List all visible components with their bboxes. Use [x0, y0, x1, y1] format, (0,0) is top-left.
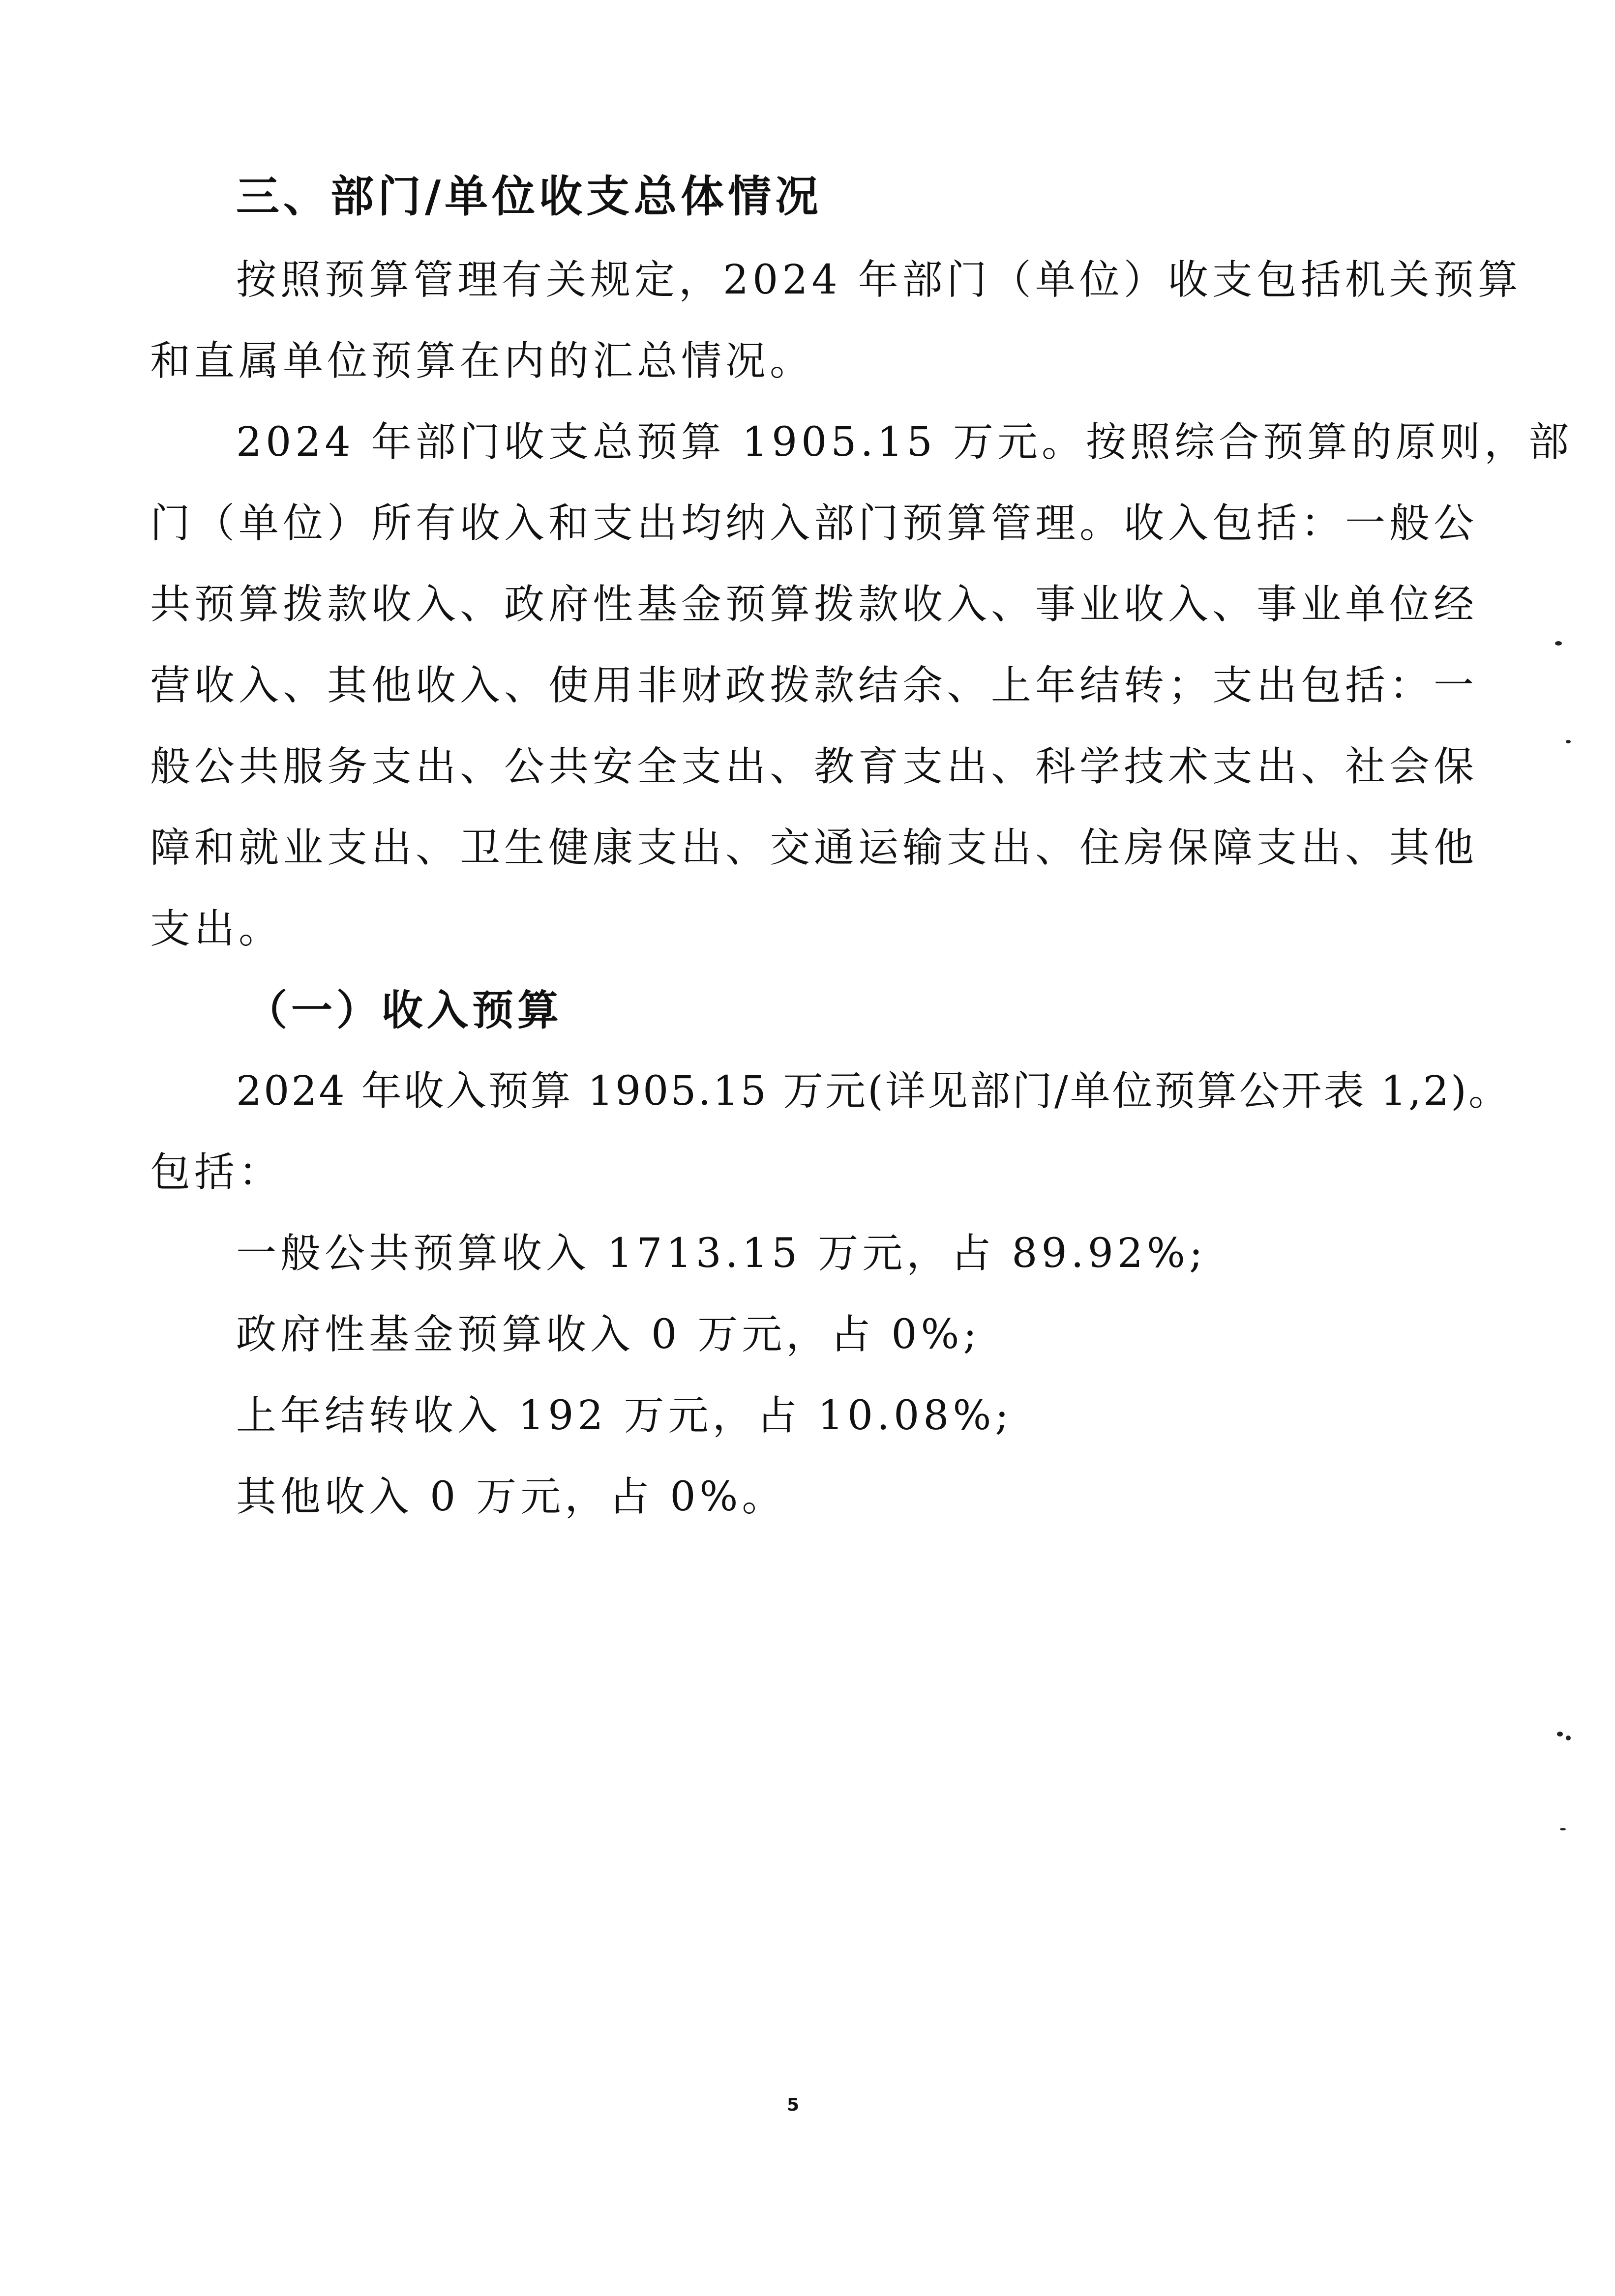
- paragraph-line: 障和就业支出、卫生健康支出、交通运输支出、住房保障支出、其他: [150, 824, 1478, 871]
- page-number: 5: [787, 2095, 800, 2115]
- paragraph-line: 般公共服务支出、公共安全支出、教育支出、科学技术支出、社会保: [150, 743, 1478, 790]
- income-item: 其他收入 0 万元，占 0%。: [236, 1473, 786, 1520]
- paragraph-line: 和直属单位预算在内的汇总情况。: [150, 338, 814, 384]
- paragraph-line: 支出。: [150, 906, 283, 952]
- scan-speck: [1560, 1828, 1566, 1830]
- paragraph-line: 2024 年部门收支总预算 1905.15 万元。按照综合预算的原则，部: [236, 419, 1573, 466]
- subsection-heading: （一）收入预算: [246, 986, 563, 1034]
- income-item: 政府性基金预算收入 0 万元，占 0%;: [236, 1311, 981, 1358]
- income-intro-continued: 包括：: [150, 1149, 283, 1196]
- paragraph-line: 营收入、其他收入、使用非财政拨款结余、上年结转；支出包括：一: [150, 662, 1478, 709]
- scan-speck: [1555, 641, 1562, 646]
- paragraph-line: 按照预算管理有关规定，2024 年部门（单位）收支包括机关预算: [236, 257, 1522, 303]
- income-intro: 2024 年收入预算 1905.15 万元(详见部门/单位预算公开表 1,2)。: [236, 1068, 1511, 1115]
- scan-speck: [1566, 1736, 1571, 1740]
- paragraph-line: 共预算拨款收入、政府性基金预算拨款收入、事业收入、事业单位经: [150, 581, 1478, 628]
- scan-speck: [1557, 1732, 1563, 1737]
- section-heading: 三、部门/单位收支总体情况: [236, 171, 823, 222]
- income-item: 一般公共预算收入 1713.15 万元，占 89.92%;: [236, 1230, 1207, 1277]
- paragraph-line: 门（单位）所有收入和支出均纳入部门预算管理。收入包括：一般公: [150, 500, 1478, 547]
- scan-speck: [1566, 740, 1571, 743]
- income-item: 上年结转收入 192 万元，占 10.08%;: [236, 1392, 1013, 1439]
